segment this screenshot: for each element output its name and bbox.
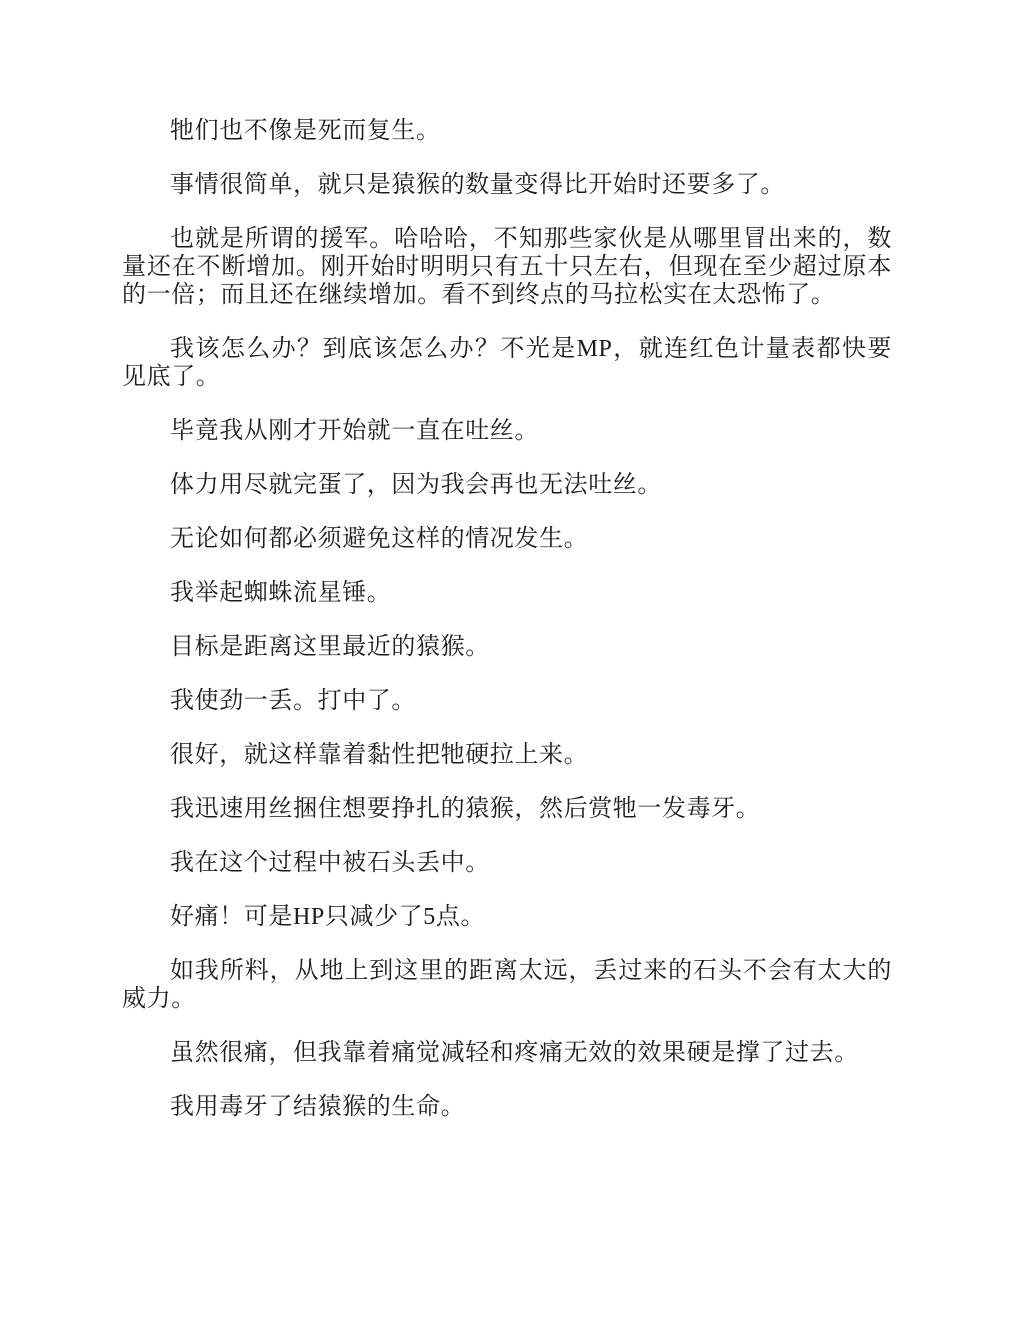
paragraph: 毕竟我从刚才开始就一直在吐丝。 [170, 418, 539, 444]
paragraph: 无论如何都必须避免这样的情况发生。 [170, 526, 589, 552]
paragraph: 好痛！可是HP只减少了5点。 [170, 904, 486, 930]
paragraph: 我迅速用丝捆住想要挣扎的猿猴，然后赏牠一发毒牙。 [170, 796, 761, 822]
paragraph: 我在这个过程中被石头丢中。 [170, 850, 490, 876]
paragraph: 牠们也不像是死而复生。 [170, 118, 441, 144]
paragraph: 体力用尽就完蛋了，因为我会再也无法吐丝。 [170, 472, 662, 498]
paragraph: 目标是距离这里最近的猿猴。 [170, 634, 490, 660]
paragraph: 虽然很痛，但我靠着痛觉减轻和疼痛无效的效果硬是撑了过去。 [170, 1040, 859, 1066]
paragraph: 也就是所谓的援军。哈哈哈，不知那些家伙是从哪里冒出来的，数量还在不断增加。刚开始时明明只有五十只左右，但现在至少超过原本的一倍；而且还在继续增加。看不到终点的马拉松实在太恐怖了。 [122, 226, 892, 308]
paragraph: 我该怎么办？到底该怎么办？不光是MP，就连红色计量表都快要见底了。 [122, 336, 892, 390]
paragraph: 我用毒牙了结猿猴的生命。 [170, 1094, 466, 1120]
paragraph: 我使劲一丢。打中了。 [170, 688, 416, 714]
paragraph: 如我所料，从地上到这里的距离太远，丢过来的石头不会有太大的威力。 [122, 958, 892, 1012]
paragraph: 我举起蜘蛛流星锤。 [170, 580, 392, 606]
paragraph: 很好，就这样靠着黏性把牠硬拉上来。 [170, 742, 589, 768]
paragraph: 事情很简单，就只是猿猴的数量变得比开始时还要多了。 [170, 172, 785, 198]
